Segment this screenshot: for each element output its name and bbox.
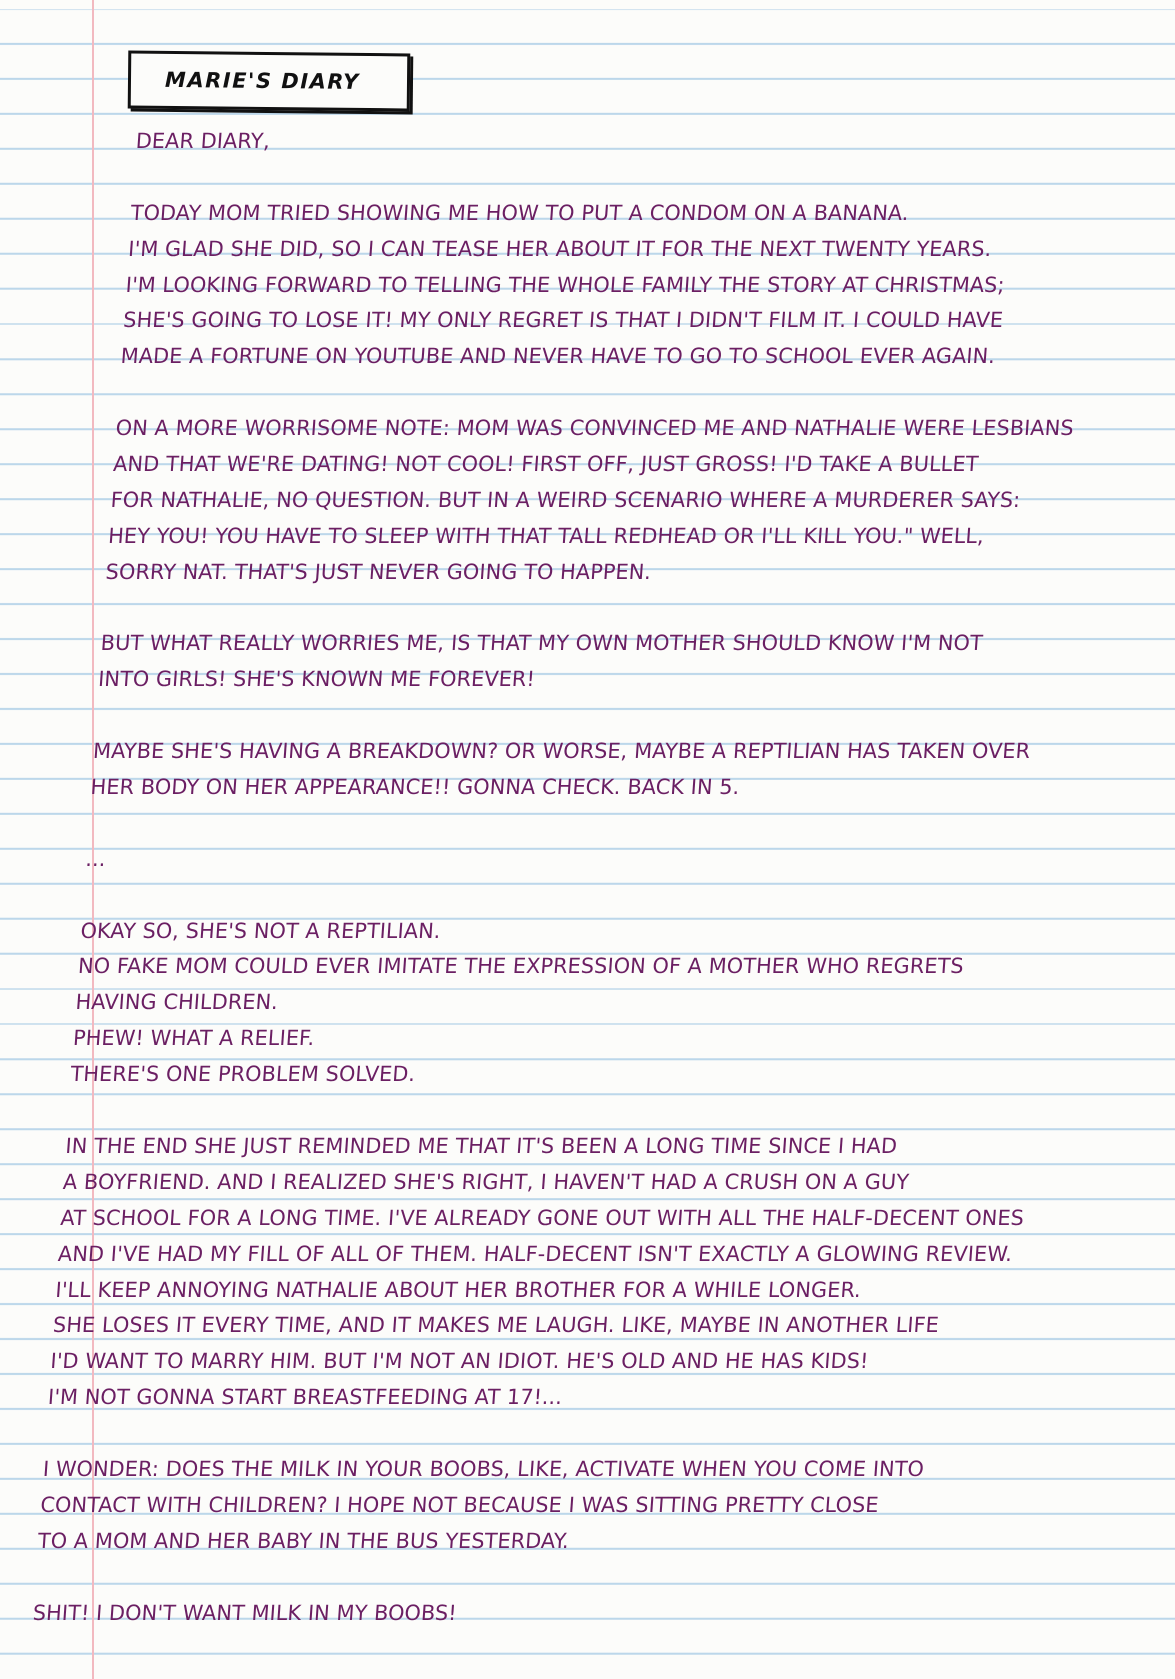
diary-line: BUT WHAT REALLY WORRIES ME, IS THAT MY OWN MOTHER SHOULD KNOW I'M NOT	[99, 631, 984, 656]
diary-line: HEY YOU! YOU HAVE TO SLEEP WITH THAT TALL REDHEAD OR I'LL KILL YOU." WELL,	[107, 523, 985, 548]
diary-line: TO A MOM AND HER BABY IN THE BUS YESTERDAY.	[37, 1528, 570, 1553]
paragraph	[47, 1129, 1067, 1416]
paragraph-gap	[34, 1560, 1037, 1596]
paragraph	[84, 842, 1087, 878]
paragraph-gap	[102, 591, 1105, 627]
paragraph	[89, 734, 1094, 806]
diary-line: SHE'S GOING TO LOSE IT! MY ONLY REGRET IS THAT I DIDN'T FILM IT. I COULD HAVE	[122, 308, 1004, 333]
diary-line: NO FAKE MOM COULD EVER IMITATE THE EXPRESSION OF A MOTHER WHO REGRETS	[77, 954, 965, 979]
diary-line: FOR NATHALIE, NO QUESTION. BUT IN A WEIRD SCENARIO WHERE A MURDERER SAYS:	[109, 487, 1022, 512]
diary-line: SHIT! I DON'T WANT MILK IN MY BOOBS!	[32, 1600, 458, 1625]
diary-line: TODAY MOM TRIED SHOWING ME HOW TO PUT A CONDOM ON A BANANA.	[129, 200, 910, 225]
diary-line: IN THE END SHE JUST REMINDED ME THAT IT'S BEEN A LONG TIME SINCE I HAD	[64, 1133, 898, 1158]
paragraph	[37, 1452, 1045, 1560]
paragraph	[104, 411, 1117, 590]
paragraph	[97, 626, 1102, 698]
diary-line: MAYBE SHE'S HAVING A BREAKDOWN? OR WORSE, MAYBE A REPTILIAN HAS TAKEN OVER	[92, 739, 1032, 764]
paragraph-gap	[87, 806, 1090, 842]
diary-line: A BOYFRIEND. AND I REALIZED SHE'S RIGHT, I HAVEN'T HAD A CRUSH ON A GUY	[62, 1169, 910, 1194]
diary-line: HER BODY ON HER APPEARANCE!! GONNA CHECK. BACK IN 5.	[89, 775, 741, 800]
diary-line: CONTACT WITH CHILDREN? I HOPE NOT BECAUSE I WAS SITTING PRETTY CLOSE	[39, 1492, 880, 1517]
diary-line: PHEW! WHAT A RELIEF.	[72, 1026, 316, 1051]
diary-line: I'M GLAD SHE DID, SO I CAN TEASE HER ABOUT IT FOR THE NEXT TWENTY YEARS.	[127, 236, 993, 261]
diary-line: AND I'VE HAD MY FILL OF ALL OF THEM. HALF-DECENT ISN'T EXACTLY A GLOWING REVIEW.	[57, 1241, 1014, 1266]
diary-entry	[32, 124, 1137, 1631]
diary-title: MARIE'S DIARY	[164, 67, 360, 94]
diary-line: THERE'S ONE PROBLEM SOLVED.	[69, 1062, 417, 1087]
paragraph-gap	[44, 1416, 1047, 1452]
paragraph	[69, 914, 1082, 1093]
paragraph-gap	[132, 160, 1135, 196]
paragraph-gap	[82, 878, 1085, 914]
diary-line: AND THAT WE'RE DATING! NOT COOL! FIRST OFF, JUST GROSS! I'D TAKE A BULLET	[112, 452, 980, 477]
diary-title-box	[128, 51, 411, 112]
paragraph-gap	[94, 698, 1097, 734]
greeting: DEAR DIARY,	[134, 129, 271, 153]
diary-line: SORRY NAT. THAT'S JUST NEVER GOING TO HAPPEN.	[104, 559, 652, 584]
diary-line: OKAY SO, SHE'S NOT A REPTILIAN.	[79, 918, 442, 943]
diary-line: HAVING CHILDREN.	[74, 990, 279, 1015]
paragraph	[119, 196, 1132, 375]
diary-line: ...	[84, 846, 107, 871]
diary-line: I'M LOOKING FORWARD TO TELLING THE WHOLE FAMILY THE STORY AT CHRISTMAS;	[124, 272, 1006, 297]
diary-line: AT SCHOOL FOR A LONG TIME. I'VE ALREADY GONE OUT WITH ALL THE HALF-DECENT ONES	[59, 1205, 1025, 1230]
paragraph-gap	[117, 375, 1120, 411]
diary-line: MADE A FORTUNE ON YOUTUBE AND NEVER HAVE TO GO TO SCHOOL EVER AGAIN.	[119, 344, 996, 369]
diary-line: I WONDER: DOES THE MILK IN YOUR BOOBS, LIKE, ACTIVATE WHEN YOU COME INTO	[42, 1456, 925, 1481]
diary-line: I'LL KEEP ANNOYING NATHALIE ABOUT HER BROTHER FOR A WHILE LONGER.	[54, 1277, 862, 1302]
paragraph-gap	[67, 1093, 1070, 1129]
diary-line: ON A MORE WORRISOME NOTE: MOM WAS CONVINCED ME AND NATHALIE WERE LESBIANS	[114, 416, 1075, 441]
diary-line: I'M NOT GONNA START BREASTFEEDING AT 17!...	[47, 1385, 563, 1410]
paragraph	[32, 1596, 1035, 1632]
diary-line: I'D WANT TO MARRY HIM. BUT I'M NOT AN IDIOT. HE'S OLD AND HE HAS KIDS!	[49, 1349, 870, 1374]
diary-line: SHE LOSES IT EVERY TIME, AND IT MAKES ME LAUGH. LIKE, MAYBE IN ANOTHER LIFE	[52, 1313, 940, 1338]
diary-line: INTO GIRLS! SHE'S KNOWN ME FOREVER!	[97, 667, 536, 692]
